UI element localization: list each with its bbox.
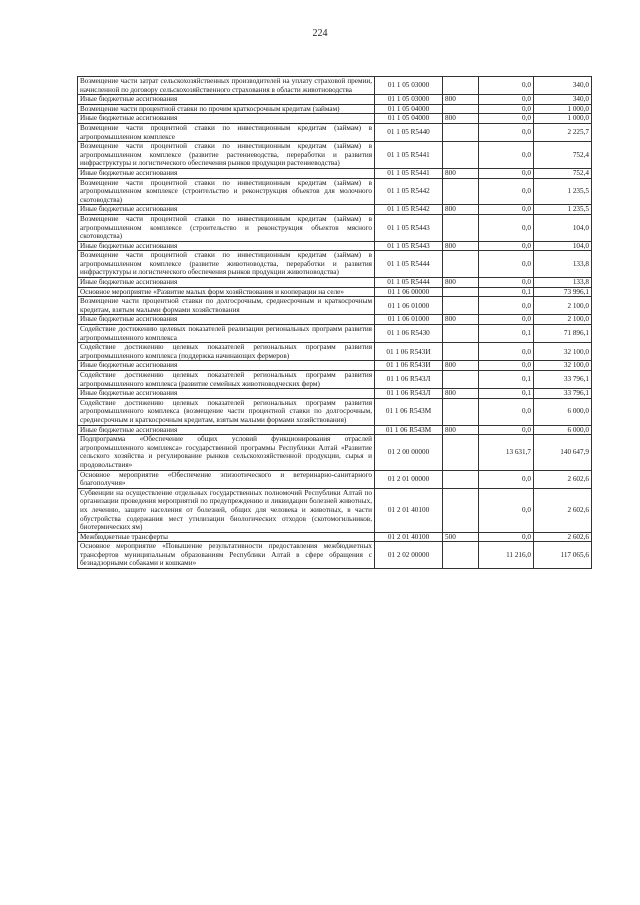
row-expense-type-cell: 800 xyxy=(443,241,479,251)
row-name-cell: Содействие достижению целевых показателей региональных программ развития агропромышленного комплекса (возмещение части процентной ставки по долгосрочным, среднесрочным и краткосрочным кредитам, взятым малыми формами хозяйствования) xyxy=(78,398,375,425)
row-amount-2-cell: 2 225,7 xyxy=(534,123,592,141)
row-code-cell: 01 1 06 01000 xyxy=(375,315,443,325)
row-expense-type-cell xyxy=(443,214,479,241)
row-code-cell: 01 1 05 R5442 xyxy=(375,205,443,215)
table-row xyxy=(78,142,592,169)
table-row xyxy=(78,398,592,425)
row-amount-2-cell: 1 235,5 xyxy=(534,178,592,205)
row-amount-2-cell: 133,8 xyxy=(534,251,592,278)
row-name-cell: Возмещение части затрат сельскохозяйственных производителей на уплату страховой премии, начисленной по договору сельскохозяйственного страхования в области животноводства xyxy=(78,77,375,95)
row-name-cell: Иные бюджетные ассигнования xyxy=(78,315,375,325)
table-row xyxy=(78,361,592,371)
row-amount-2-cell: 1 000,0 xyxy=(534,114,592,124)
row-expense-type-cell: 800 xyxy=(443,425,479,435)
row-expense-type-cell xyxy=(443,488,479,532)
row-amount-2-cell: 104,0 xyxy=(534,241,592,251)
row-amount-2-cell: 73 996,1 xyxy=(534,287,592,297)
row-expense-type-cell xyxy=(443,178,479,205)
row-code-cell: 01 1 05 R5443 xyxy=(375,214,443,241)
table-row xyxy=(78,214,592,241)
table-row xyxy=(78,315,592,325)
row-expense-type-cell: 800 xyxy=(443,315,479,325)
budget-table-body xyxy=(78,77,592,569)
row-amount-1-cell: 0,0 xyxy=(479,361,534,371)
row-amount-2-cell: 32 100,0 xyxy=(534,343,592,361)
row-expense-type-cell xyxy=(443,343,479,361)
row-code-cell: 01 1 05 04000 xyxy=(375,104,443,114)
row-amount-2-cell: 2 602,6 xyxy=(534,470,592,488)
row-name-cell: Возмещение части процентной ставки по инвестиционным кредитам (займам) в агропромышленном комплексе (строительство и реконструкция объектов мясного скотоводства) xyxy=(78,214,375,241)
row-amount-1-cell: 0,1 xyxy=(479,325,534,343)
row-amount-1-cell: 11 216,0 xyxy=(479,542,534,569)
row-name-cell: Иные бюджетные ассигнования xyxy=(78,114,375,124)
row-amount-2-cell: 2 100,0 xyxy=(534,297,592,315)
row-amount-1-cell: 0,0 xyxy=(479,488,534,532)
row-name-cell: Содействие достижению целевых показателей региональных программ развития агропромышленного комплекса (поддержка начинающих фермеров) xyxy=(78,343,375,361)
row-expense-type-cell xyxy=(443,123,479,141)
row-code-cell: 01 1 05 R5440 xyxy=(375,123,443,141)
row-amount-2-cell: 71 896,1 xyxy=(534,325,592,343)
row-name-cell: Возмещение части процентной ставки по инвестиционным кредитам (займам) в агропромышленном комплексе (развитие растениеводства, переработки и развития инфраструктуры и логистического обеспечения рынков продукции растениеводства) xyxy=(78,142,375,169)
row-code-cell: 01 1 05 R5441 xyxy=(375,142,443,169)
row-amount-1-cell: 13 631,7 xyxy=(479,435,534,470)
row-code-cell: 01 1 06 01000 xyxy=(375,297,443,315)
row-amount-2-cell: 1 235,5 xyxy=(534,205,592,215)
row-amount-1-cell: 0,0 xyxy=(479,205,534,215)
row-amount-2-cell: 6 000,0 xyxy=(534,425,592,435)
row-code-cell: 01 1 05 R5442 xyxy=(375,178,443,205)
row-expense-type-cell xyxy=(443,297,479,315)
table-row xyxy=(78,542,592,569)
row-name-cell: Основное мероприятие «Повышение результативности предоставления межбюджетных трансфертов муниципальным образованиям Республики Алтай в сфере обращения с безнадзорными собаками и кошками» xyxy=(78,542,375,569)
row-amount-1-cell: 0,0 xyxy=(479,398,534,425)
row-code-cell: 01 1 06 R543М xyxy=(375,425,443,435)
row-code-cell: 01 1 06 R543И xyxy=(375,343,443,361)
table-row xyxy=(78,95,592,105)
row-amount-2-cell: 2 602,6 xyxy=(534,532,592,542)
row-expense-type-cell: 800 xyxy=(443,278,479,288)
row-expense-type-cell xyxy=(443,542,479,569)
row-code-cell: 01 2 01 00000 xyxy=(375,470,443,488)
table-row xyxy=(78,241,592,251)
row-expense-type-cell xyxy=(443,142,479,169)
table-row xyxy=(78,178,592,205)
table-row xyxy=(78,389,592,399)
row-expense-type-cell xyxy=(443,251,479,278)
row-amount-1-cell: 0,0 xyxy=(479,104,534,114)
row-expense-type-cell xyxy=(443,470,479,488)
row-expense-type-cell xyxy=(443,287,479,297)
row-name-cell: Содействие достижению целевых показателей региональных программ развития агропромышленного комплекса (развитие семейных животноводческих ферм) xyxy=(78,371,375,389)
row-amount-1-cell: 0,0 xyxy=(479,123,534,141)
row-amount-2-cell: 104,0 xyxy=(534,214,592,241)
table-row xyxy=(78,278,592,288)
row-amount-1-cell: 0,0 xyxy=(479,77,534,95)
table-row xyxy=(78,104,592,114)
table-row xyxy=(78,343,592,361)
row-name-cell: Субвенции на осуществление отдельных государственных полномочий Республики Алтай по организации проведения мероприятий по предупреждению и ликвидации болезней животных, их лечению, защите населения от болезней, общих для человека и животных, в части обустройства содержания мест утилизации биологических отходов (скотомогильников, биотермических ям) xyxy=(78,488,375,532)
row-amount-1-cell: 0,0 xyxy=(479,343,534,361)
row-expense-type-cell xyxy=(443,398,479,425)
row-amount-1-cell: 0,0 xyxy=(479,168,534,178)
row-amount-2-cell: 2 100,0 xyxy=(534,315,592,325)
row-expense-type-cell: 800 xyxy=(443,95,479,105)
row-code-cell: 01 2 01 40100 xyxy=(375,488,443,532)
row-amount-2-cell: 340,0 xyxy=(534,95,592,105)
table-row xyxy=(78,168,592,178)
row-amount-2-cell: 752,4 xyxy=(534,142,592,169)
row-code-cell: 01 1 06 00000 xyxy=(375,287,443,297)
row-code-cell: 01 1 05 R5444 xyxy=(375,251,443,278)
row-amount-1-cell: 0,0 xyxy=(479,142,534,169)
row-name-cell: Иные бюджетные ассигнования xyxy=(78,95,375,105)
row-name-cell: Основное мероприятие «Обеспечение эпизоотического и ветеринарно-санитарного благополучия» xyxy=(78,470,375,488)
row-amount-2-cell: 752,4 xyxy=(534,168,592,178)
row-code-cell: 01 1 06 R543Л xyxy=(375,371,443,389)
row-amount-1-cell: 0,1 xyxy=(479,287,534,297)
row-expense-type-cell xyxy=(443,435,479,470)
row-amount-1-cell: 0,0 xyxy=(479,297,534,315)
table-row xyxy=(78,297,592,315)
row-amount-1-cell: 0,0 xyxy=(479,278,534,288)
row-amount-1-cell: 0,0 xyxy=(479,241,534,251)
row-expense-type-cell xyxy=(443,325,479,343)
row-amount-2-cell: 32 100,0 xyxy=(534,361,592,371)
row-name-cell: Возмещение части процентной ставки по инвестиционным кредитам (займам) в агропромышленном комплексе (строительство и реконструкция объектов для молочного скотоводства) xyxy=(78,178,375,205)
row-code-cell: 01 1 06 R543М xyxy=(375,398,443,425)
row-code-cell: 01 1 05 03000 xyxy=(375,95,443,105)
row-code-cell: 01 2 00 00000 xyxy=(375,435,443,470)
row-expense-type-cell: 500 xyxy=(443,532,479,542)
row-expense-type-cell: 800 xyxy=(443,114,479,124)
row-expense-type-cell xyxy=(443,104,479,114)
row-name-cell: Иные бюджетные ассигнования xyxy=(78,168,375,178)
row-amount-1-cell: 0,0 xyxy=(479,251,534,278)
row-name-cell: Иные бюджетные ассигнования xyxy=(78,389,375,399)
table-row xyxy=(78,77,592,95)
row-amount-1-cell: 0,0 xyxy=(479,214,534,241)
row-code-cell: 01 2 01 40100 xyxy=(375,532,443,542)
row-name-cell: Межбюджетные трансферты xyxy=(78,532,375,542)
row-expense-type-cell xyxy=(443,77,479,95)
table-row xyxy=(78,114,592,124)
row-name-cell: Иные бюджетные ассигнования xyxy=(78,241,375,251)
row-name-cell: Иные бюджетные ассигнования xyxy=(78,205,375,215)
table-row xyxy=(78,532,592,542)
table-row xyxy=(78,425,592,435)
table-row xyxy=(78,251,592,278)
row-code-cell: 01 1 05 04000 xyxy=(375,114,443,124)
row-expense-type-cell: 800 xyxy=(443,389,479,399)
row-amount-2-cell: 33 796,1 xyxy=(534,371,592,389)
row-amount-1-cell: 0,1 xyxy=(479,389,534,399)
row-name-cell: Содействие достижению целевых показателей реализации региональных программ развития агропромышленного комплекса xyxy=(78,325,375,343)
row-code-cell: 01 2 02 00000 xyxy=(375,542,443,569)
row-amount-2-cell: 1 000,0 xyxy=(534,104,592,114)
row-code-cell: 01 1 05 03000 xyxy=(375,77,443,95)
row-amount-2-cell: 6 000,0 xyxy=(534,398,592,425)
row-name-cell: Иные бюджетные ассигнования xyxy=(78,278,375,288)
row-amount-1-cell: 0,0 xyxy=(479,315,534,325)
row-amount-2-cell: 33 796,1 xyxy=(534,389,592,399)
row-amount-2-cell: 140 647,9 xyxy=(534,435,592,470)
row-amount-1-cell: 0,0 xyxy=(479,114,534,124)
row-amount-2-cell: 133,8 xyxy=(534,278,592,288)
page-number: 224 xyxy=(312,28,328,39)
table-row xyxy=(78,470,592,488)
row-amount-1-cell: 0,0 xyxy=(479,470,534,488)
row-expense-type-cell: 800 xyxy=(443,205,479,215)
table-row xyxy=(78,325,592,343)
row-amount-1-cell: 0,1 xyxy=(479,371,534,389)
table-row xyxy=(78,371,592,389)
row-code-cell: 01 1 06 R5430 xyxy=(375,325,443,343)
row-amount-2-cell: 117 065,6 xyxy=(534,542,592,569)
row-code-cell: 01 1 05 R5441 xyxy=(375,168,443,178)
row-name-cell: Возмещение части процентной ставки по инвестиционным кредитам (займам) в агропромышленном комплексе (развитие животноводства, переработки и развития инфраструктуры и логистического обеспечения рынков продукции животноводства) xyxy=(78,251,375,278)
row-code-cell: 01 1 05 R5443 xyxy=(375,241,443,251)
table-row xyxy=(78,435,592,470)
row-code-cell: 01 1 05 R5444 xyxy=(375,278,443,288)
table-row xyxy=(78,205,592,215)
row-name-cell: Иные бюджетные ассигнования xyxy=(78,361,375,371)
table-row xyxy=(78,123,592,141)
row-amount-1-cell: 0,0 xyxy=(479,532,534,542)
row-amount-1-cell: 0,0 xyxy=(479,425,534,435)
row-amount-1-cell: 0,0 xyxy=(479,95,534,105)
row-name-cell: Подпрограмма «Обеспечение общих условий функционирования отраслей агропромышленного комплекса» государственной программы Республики Алтай «Развитие сельского хозяйства и регулирование рынков сельскохозяйственной продукции, сырья и продовольствия» xyxy=(78,435,375,470)
budget-table xyxy=(77,76,592,569)
row-name-cell: Иные бюджетные ассигнования xyxy=(78,425,375,435)
row-code-cell: 01 1 06 R543И xyxy=(375,361,443,371)
row-name-cell: Возмещение части процентной ставки по инвестиционным кредитам (займам) в агропромышленном комплексе xyxy=(78,123,375,141)
row-amount-2-cell: 2 602,6 xyxy=(534,488,592,532)
row-amount-2-cell: 340,0 xyxy=(534,77,592,95)
row-expense-type-cell xyxy=(443,371,479,389)
row-amount-1-cell: 0,0 xyxy=(479,178,534,205)
row-expense-type-cell: 800 xyxy=(443,168,479,178)
row-name-cell: Возмещение части процентной ставки по прочим краткосрочным кредитам (займам) xyxy=(78,104,375,114)
table-row xyxy=(78,488,592,532)
row-code-cell: 01 1 06 R543Л xyxy=(375,389,443,399)
row-expense-type-cell: 800 xyxy=(443,361,479,371)
row-name-cell: Основное мероприятие «Развитие малых форм хозяйствования и кооперации на селе» xyxy=(78,287,375,297)
row-name-cell: Возмещение части процентной ставки по долгосрочным, среднесрочным и краткосрочным кредитам, взятым малыми формами хозяйствования xyxy=(78,297,375,315)
table-row xyxy=(78,287,592,297)
